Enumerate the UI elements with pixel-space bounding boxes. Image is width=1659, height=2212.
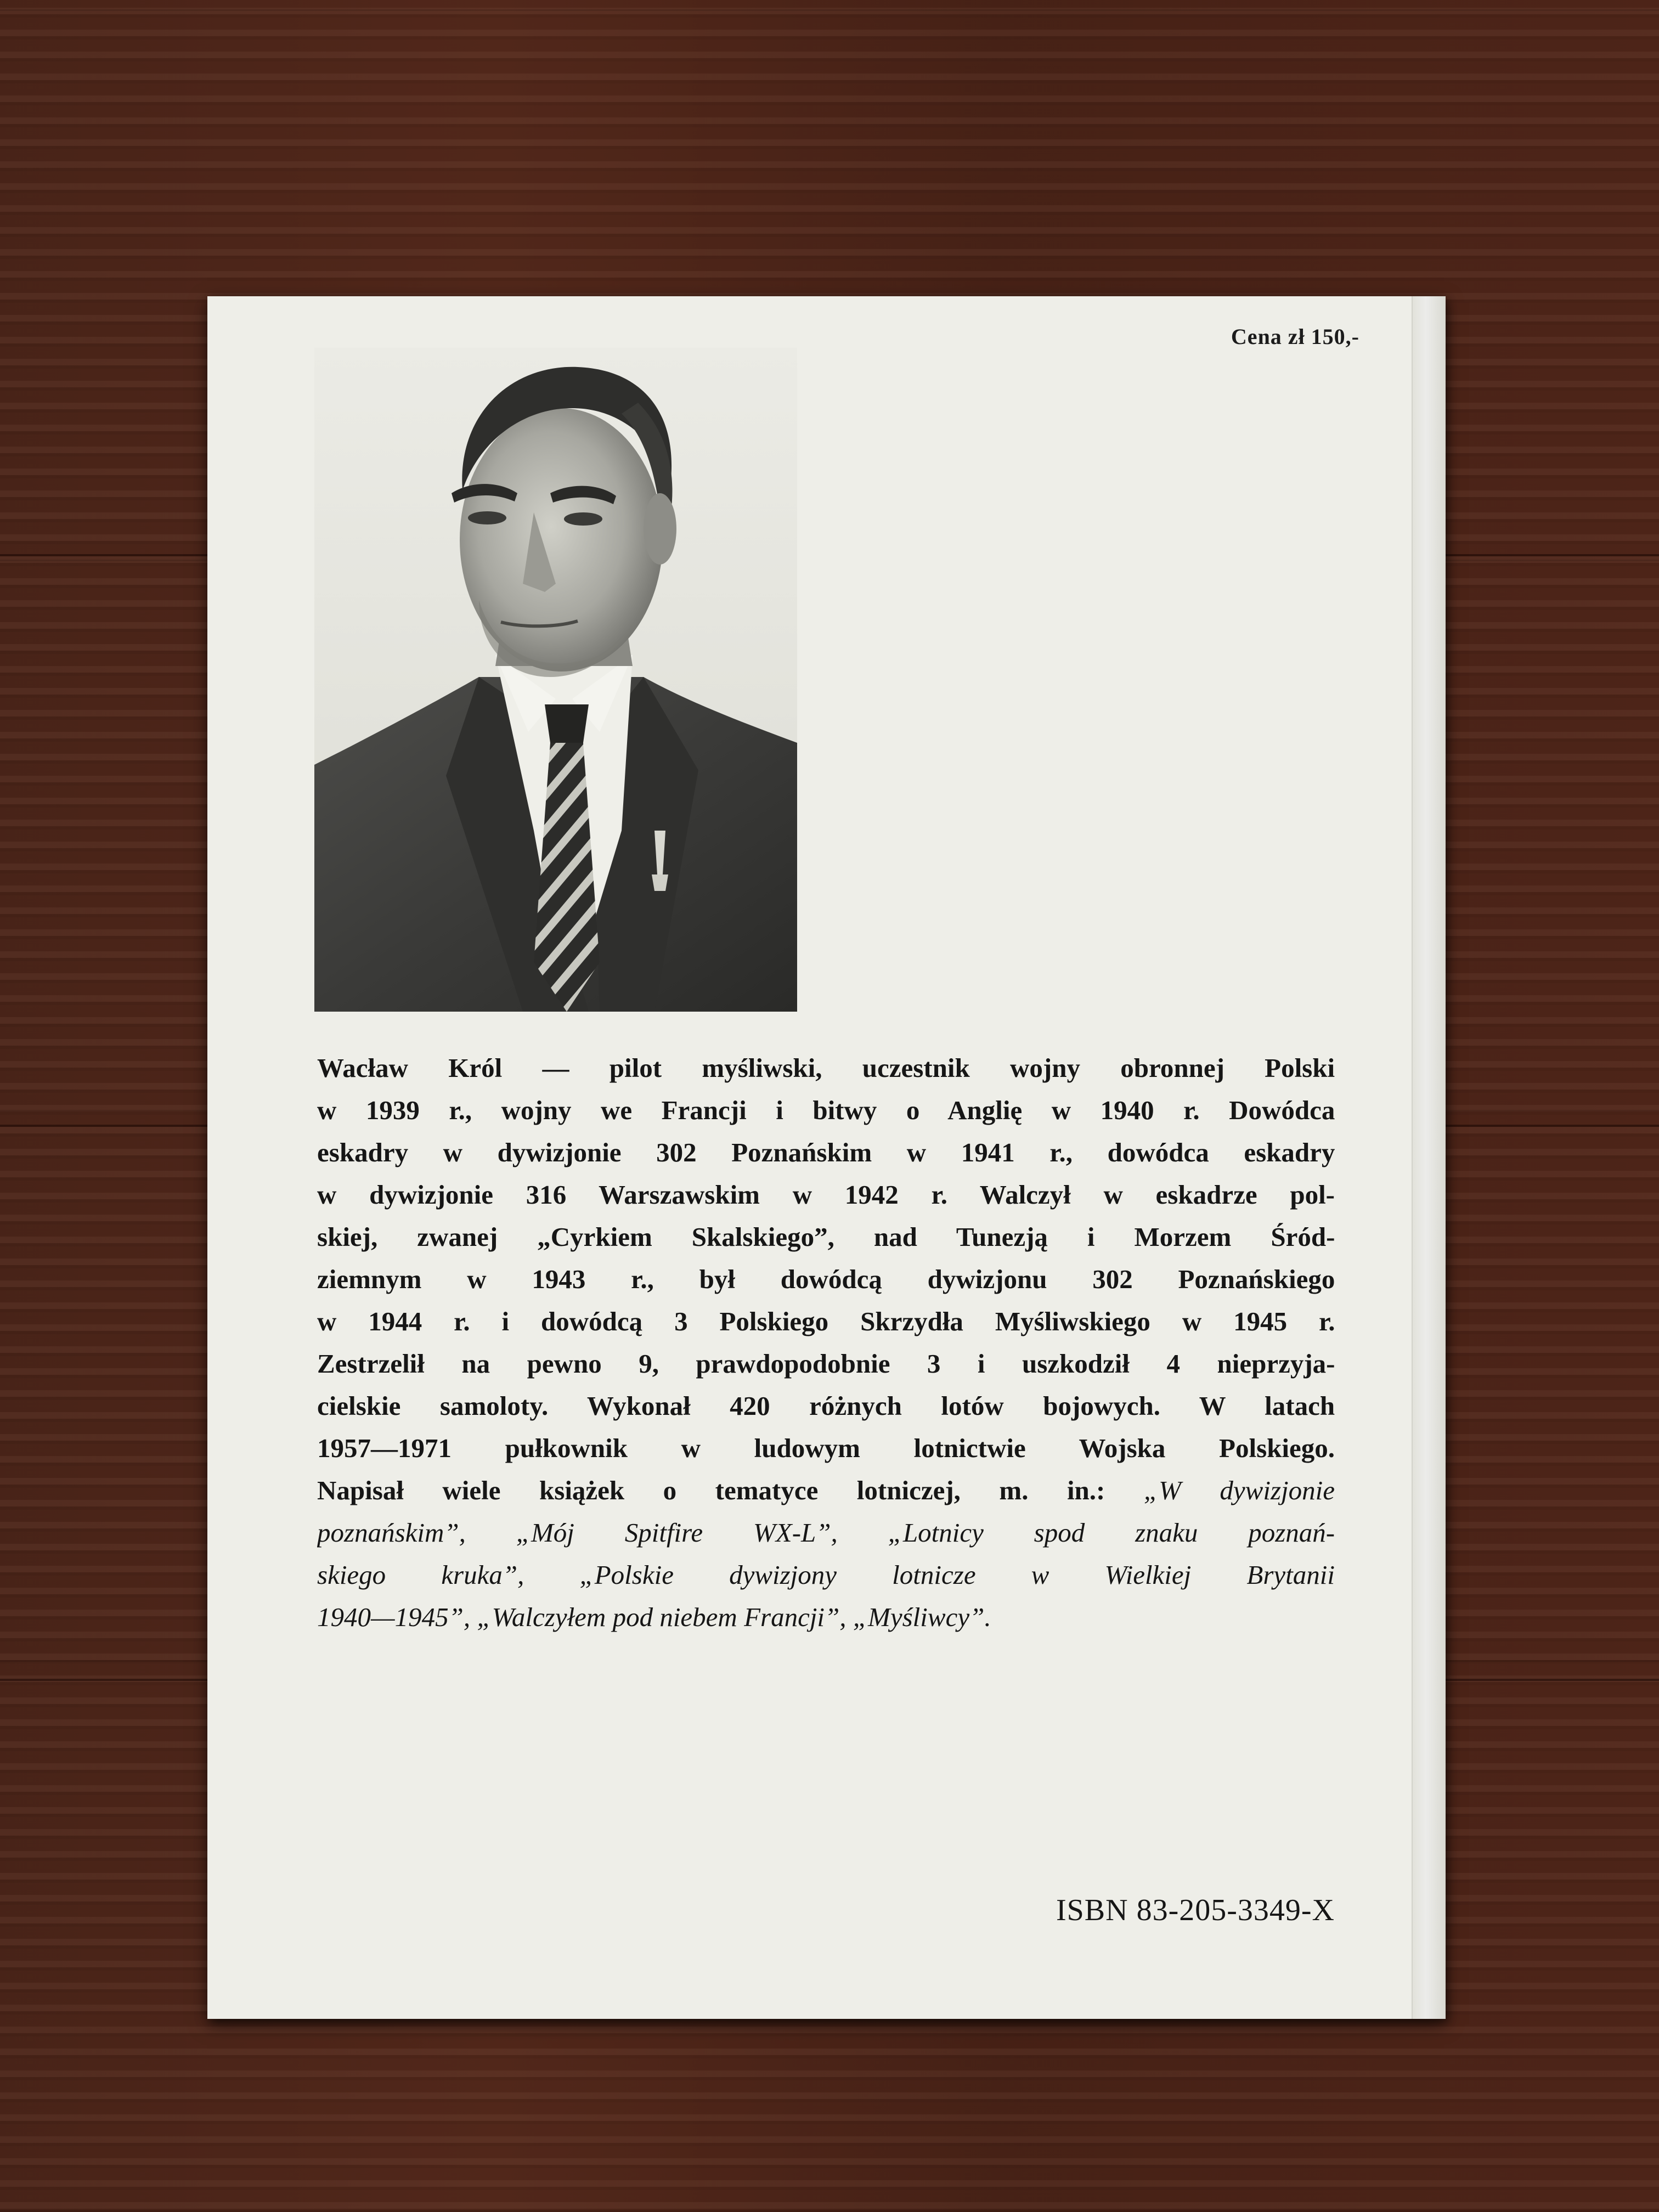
bio-line: 1940—1945”, „Walczyłem pod niebem Francji”, „Myśliwcy”. (317, 1602, 991, 1632)
bio-line: skiego kruka”, „Polskie dywizjony lotnicze w Wielkiej Brytanii (317, 1560, 1335, 1590)
isbn-label: ISBN 83-205-3349-X (1056, 1893, 1335, 1927)
bio-line: w dywizjonie 316 Warszawskim w 1942 r. Walczył w eskadrze pol- (317, 1180, 1335, 1210)
bio-line: cielskie samoloty. Wykonał 420 różnych lotów bojowych. W latach (317, 1391, 1335, 1421)
bio-line: poznańskim”, „Mój Spitfire WX-L”, „Lotnicy spod znaku poznań- (317, 1517, 1335, 1548)
price-label: Cena zł 150,- (1231, 324, 1359, 349)
bio-line-bold-part: Napisał wiele książek o tematyce lotniczej, m. in.: (317, 1475, 1144, 1505)
bio-line: 1957—1971 pułkownik w ludowym lotnictwie Wojska Polskiego. (317, 1433, 1335, 1463)
book-back-cover (207, 296, 1444, 2019)
bio-line: skiej, zwanej „Cyrkiem Skalskiego”, nad Tunezją i Morzem Śród- (317, 1222, 1335, 1252)
bio-line: w 1944 r. i dowódcą 3 Polskiego Skrzydła Myśliwskiego w 1945 r. (317, 1306, 1335, 1336)
bio-line: eskadry w dywizjonie 302 Poznańskim w 1941 r., dowódca eskadry (317, 1137, 1335, 1167)
bio-line: Zestrzelił na pewno 9, prawdopodobnie 3 i uszkodził 4 nieprzyja- (317, 1348, 1335, 1379)
bio-line: w 1939 r., wojny we Francji i bitwy o Anglię w 1940 r. Dowódca (317, 1095, 1335, 1125)
author-biography (317, 1047, 1335, 1638)
author-portrait-photo (314, 348, 797, 1012)
portrait-illustration (314, 348, 797, 1012)
bio-line: ziemnym w 1943 r., był dowódcą dywizjonu 302 Poznańskiego (317, 1264, 1335, 1294)
bio-line-italic-part: „W dywizjonie (1143, 1475, 1335, 1505)
book-edge (1412, 296, 1446, 2019)
bio-line: Wacław Król — pilot myśliwski, uczestnik wojny obronnej Polski (317, 1053, 1335, 1083)
bio-line-mixed (317, 1469, 1335, 1511)
